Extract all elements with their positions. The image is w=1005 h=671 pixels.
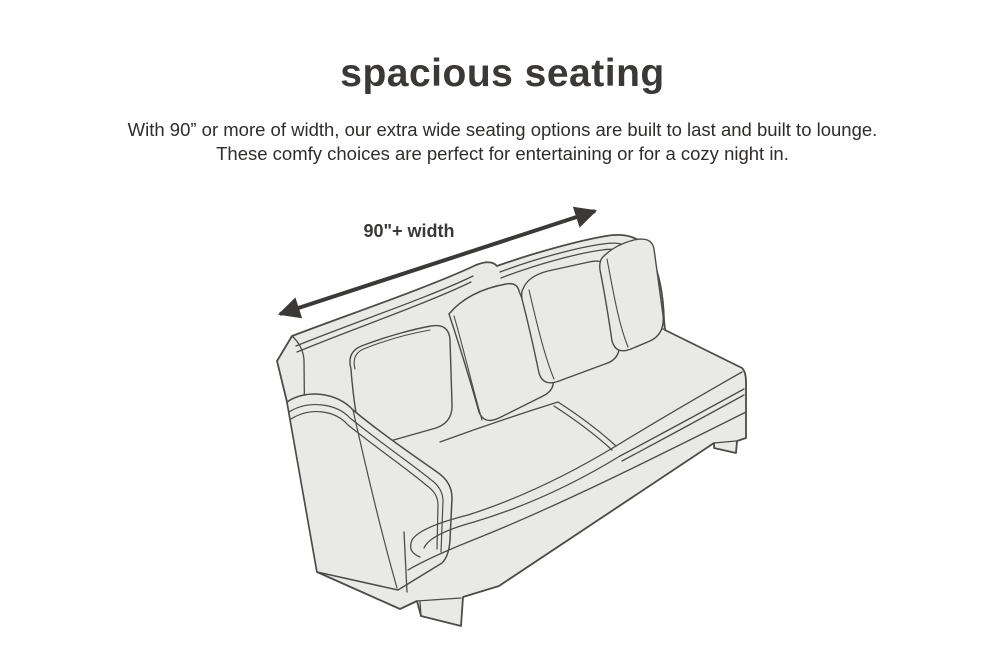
feature-title: spacious seating (340, 52, 665, 95)
feature-description-line-1: With 90” or more of width, our extra wide seating options are built to last and built to lounge. (127, 119, 878, 140)
feature-description-line-2: These comfy choices are perfect for entertaining or for a cozy night in. (216, 143, 789, 164)
dimension-label: 90"+ width (363, 221, 455, 241)
